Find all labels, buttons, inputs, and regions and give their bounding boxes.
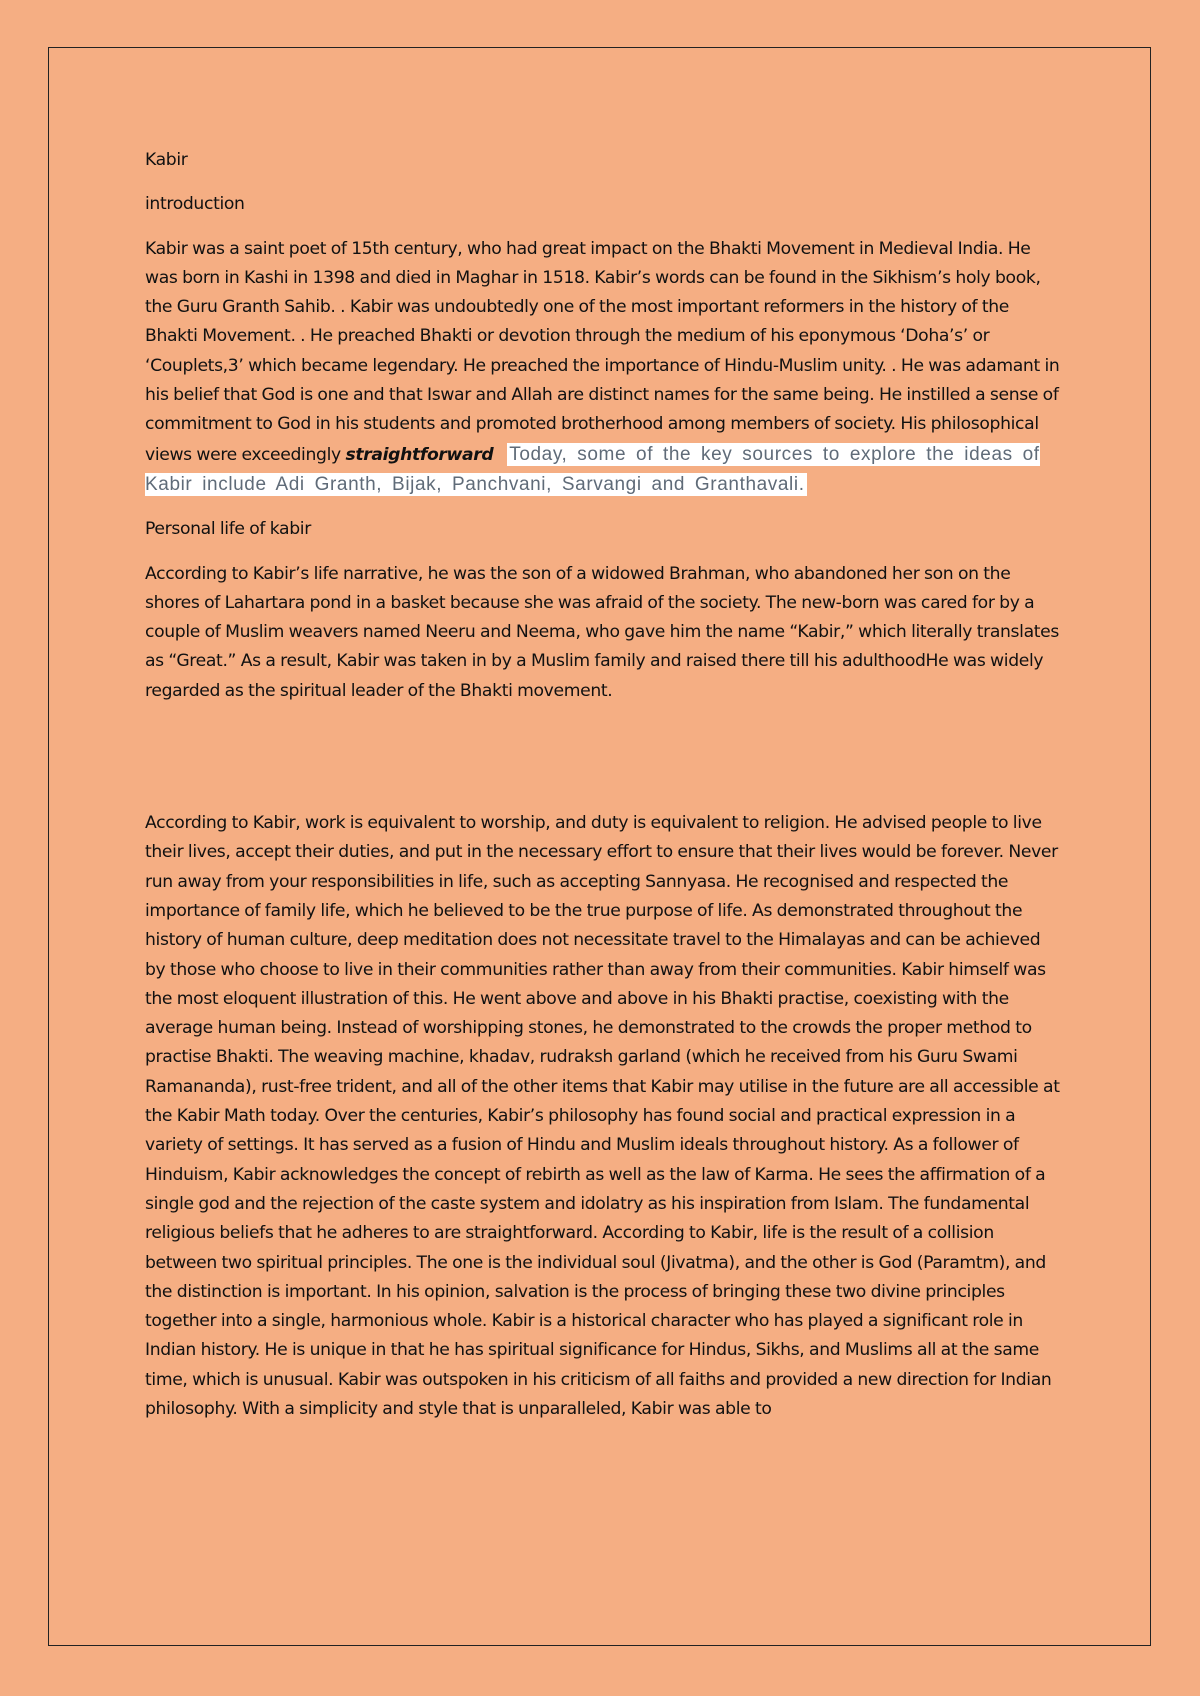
intro-emphasis: straightforward <box>345 444 494 465</box>
intro-paragraph <box>145 235 1065 501</box>
section-heading-personal-life: Personal life of kabir <box>145 519 311 540</box>
personal-life-paragraph: According to Kabir’s life narrative, he was the son of a widowed Brahman, who abandoned her son on the shores of Lahartara pond in a basket because she was afraid of the society. The new-born was cared for by a couple of Muslim weavers named Neeru and Neema, who gave him the name “Kabir,” which literally translates as “Great.” As a result, Kabir was taken in by a Muslim family and raised there till his adulthoodHe was widely regarded as the spiritual leader of the Bhakti movement. <box>145 563 1059 701</box>
document-title: Kabir <box>145 150 188 170</box>
philosophy-paragraph: According to Kabir, work is equivalent to worship, and duty is equivalent to religion. He advised people to live their lives, accept their duties, and put in the necessary effort to ensure that their lives would be forever. Never run away from your responsibilities in life, such as accepting Sannyasa. He recognised and respected the importance of family life, which he believed to be the true purpose of life. As demonstrated throughout the history of human culture, deep meditation does not necessitate travel to the Himalayas and can be achieved by those who choose to live in their communities rather than away from their communities. Kabir himself was the most eloquent illustration of this. He went above and above in his Bhakti practise, coexisting with the average human being. Instead of worshipping stones, he demonstrated to the crowds the proper method to practise Bhakti. The weaving machine, khadav, rudraksh garland (which he received from his Guru Swami Ramananda), rust-free trident, and all of the other items that Kabir may utilise in the future are all accessible at the Kabir Math today. Over the centuries, Kabir’s philosophy has found social and practical expression in a variety of settings. It has served as a fusion of Hindu and Muslim ideals throughout history. As a follower of Hinduism, Kabir acknowledges the concept of rebirth as well as the law of Karma. He sees the affirmation of a single god and the rejection of the caste system and idolatry as his inspiration from Islam. The fundamental religious beliefs that he adheres to are straightforward. According to Kabir, life is the result of a collision between two spiritual principles. The one is the individual soul (Jivatma), and the other is God (Paramtm), and the distinction is important. In his opinion, salvation is the process of bringing these two divine principles together into a single, harmonious whole. Kabir is a historical character who has played a significant role in Indian history. He is unique in that he has spiritual significance for Hindus, Sikhs, and Muslims all at the same time, which is unusual. Kabir was outspoken in his criticism of all faiths and provided a new direction for Indian philosophy. With a simplicity and style that is unparalleled, Kabir was able to <box>145 813 1060 1419</box>
highlighted-sources-text: Today, some of the key sources to explore the ideas of Kabir include Adi Granth, Bijak, Panchvani, Sarvangi and Granthavali. <box>145 443 1040 495</box>
intro-paragraph-text: Kabir was a saint poet of 15th century, who had great impact on the Bhakti Movement in Medieval India. He was born in Kashi in 1398 and died in Maghar in 1518. Kabir’s words can be found in the Sikhism’s holy book, the Guru Granth Sahib. . Kabir was undoubtedly one of the most important reformers in the history of the Bhakti Movement. . He preached Bhakti or devotion through the medium of his eponymous ‘Doha’s’ or ‘Couplets,3’ which became legendary. He preached the importance of Hindu-Muslim unity. . He was adamant in his belief that God is one and that Iswar and Allah are distinct names for the same being. He instilled a sense of commitment to God in his students and promoted brotherhood among members of society. His philosophical views were exceedingly <box>145 238 1060 465</box>
document-body <box>145 146 1065 1439</box>
section-heading-introduction: introduction <box>145 194 245 215</box>
